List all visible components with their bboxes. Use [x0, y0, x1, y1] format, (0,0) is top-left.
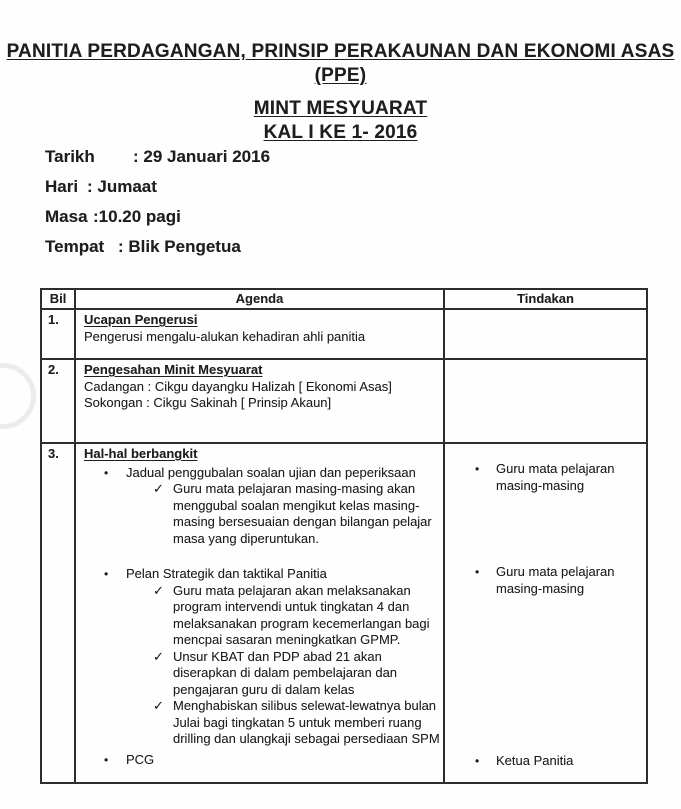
tindakan-item [445, 564, 646, 597]
scan-artifact-circle [0, 363, 36, 429]
check-icon: ✓ [153, 582, 164, 598]
table-row-2 [41, 359, 647, 443]
tindakan-item [445, 461, 646, 494]
column-header-agenda: Agenda [75, 289, 444, 309]
agenda-check-item [84, 481, 437, 547]
agenda-check-text: Guru mata pelajaran akan melaksanakan program intervendi untuk tingkatan 4 dan melaksanakan program kecemerlangan bagi mencpai sasaran meningkatkan GPMP. [173, 582, 430, 647]
meeting-place-value: : Blik Pengetua [118, 237, 241, 256]
row-1-agenda-cell [75, 309, 444, 359]
agenda-heading: Pengesahan Minit Mesyuarat [84, 362, 263, 377]
meeting-day-line [45, 172, 270, 202]
bullet-icon: • [104, 567, 109, 581]
title-line-3: KAL I KE 1- 2016 [263, 122, 418, 143]
meeting-time-value: :10.20 pagi [93, 207, 181, 226]
agenda-bullet-text: PCG [126, 751, 155, 767]
row-3-tindakan-cell [444, 443, 647, 783]
agenda-text: Cadangan : Cikgu dayangku Halizah [ Ekonomi Asas] [84, 378, 392, 394]
meeting-time-line [45, 202, 270, 232]
meeting-place-label: Tempat [45, 237, 105, 256]
document-title [0, 40, 681, 145]
agenda-check-text: Guru mata pelajaran masing-masing akan menggubal soalan mengikut kelas masing-masing bersesuaian dengan bilangan pelajar masa yang diperuntukan. [173, 481, 432, 546]
meeting-date-line [45, 142, 270, 172]
bullet-icon: • [475, 754, 480, 768]
minutes-agenda-table [40, 288, 648, 784]
agenda-bullet-item [84, 566, 437, 583]
bullet-icon: • [475, 565, 480, 579]
row-3-number: 3. [41, 443, 75, 783]
row-3-agenda-cell [75, 443, 444, 783]
meeting-date-label: Tarikh [45, 147, 95, 166]
row-2-number: 2. [41, 359, 75, 443]
table-header-row [41, 289, 647, 309]
table-row-3 [41, 443, 647, 783]
agenda-bullet-item [84, 752, 437, 769]
meeting-time-label: Masa [45, 207, 88, 226]
check-icon: ✓ [153, 698, 164, 713]
bullet-icon: • [104, 752, 109, 767]
row-1-number: 1. [41, 309, 75, 359]
agenda-check-item [84, 698, 440, 748]
column-header-tindakan: Tindakan [444, 289, 647, 309]
row-2-tindakan-cell [444, 359, 647, 443]
meeting-date-value: : 29 Januari 2016 [133, 147, 271, 166]
agenda-check-item [84, 583, 437, 649]
bullet-icon: • [475, 462, 480, 476]
meeting-day-label: Hari [45, 177, 79, 196]
meeting-day-value: : Jumaat [87, 177, 157, 196]
tindakan-text: Guru mata pelajaran masing-masing [496, 564, 615, 596]
agenda-text: Sokongan : Cikgu Sakinah [ Prinsip Akaun] [84, 395, 332, 410]
agenda-bullet-item [84, 465, 437, 482]
tindakan-text: Guru mata pelajaran masing-masing [496, 461, 615, 493]
meeting-place-line [45, 232, 270, 262]
table-row-1 [41, 309, 647, 359]
agenda-heading: Ucapan Pengerusi [84, 312, 198, 327]
agenda-check-text: Unsur KBAT dan PDP abad 21 akan diserapkan di dalam pembelajaran dan pengajaran guru di dalam kelas [173, 648, 398, 697]
agenda-bullet-text: Pelan Strategik dan taktikal Panitia [126, 566, 327, 581]
row-2-agenda-cell [75, 359, 444, 443]
agenda-heading: Hal-hal berbangkit [84, 446, 198, 461]
agenda-text: Pengerusi mengalu-alukan kehadiran ahli panitia [84, 328, 366, 344]
title-line-1: PANITIA PERDAGANGAN, PRINSIP PERAKAUNAN DAN EKONOMI ASAS (PPE) [6, 41, 675, 86]
bullet-icon: • [104, 465, 109, 480]
column-header-bil: Bil [41, 289, 75, 309]
check-icon: ✓ [153, 481, 164, 496]
agenda-bullet-text: Jadual penggubalan soalan ujian dan peperiksaan [126, 464, 416, 480]
tindakan-item [445, 753, 646, 770]
meeting-info [45, 142, 270, 262]
tindakan-text: Ketua Panitia [496, 753, 574, 768]
agenda-check-text: Menghabiskan silibus selewat-lewatnya bulan Julai bagi tingkatan 5 untuk memberi ruang drilling dan ulangkaji sebagai persediaan SPM [173, 698, 440, 746]
check-icon: ✓ [153, 648, 164, 664]
agenda-check-item [84, 649, 437, 699]
row-1-tindakan-cell [444, 309, 647, 359]
title-line-2: MINT MESYUARAT [253, 98, 428, 119]
